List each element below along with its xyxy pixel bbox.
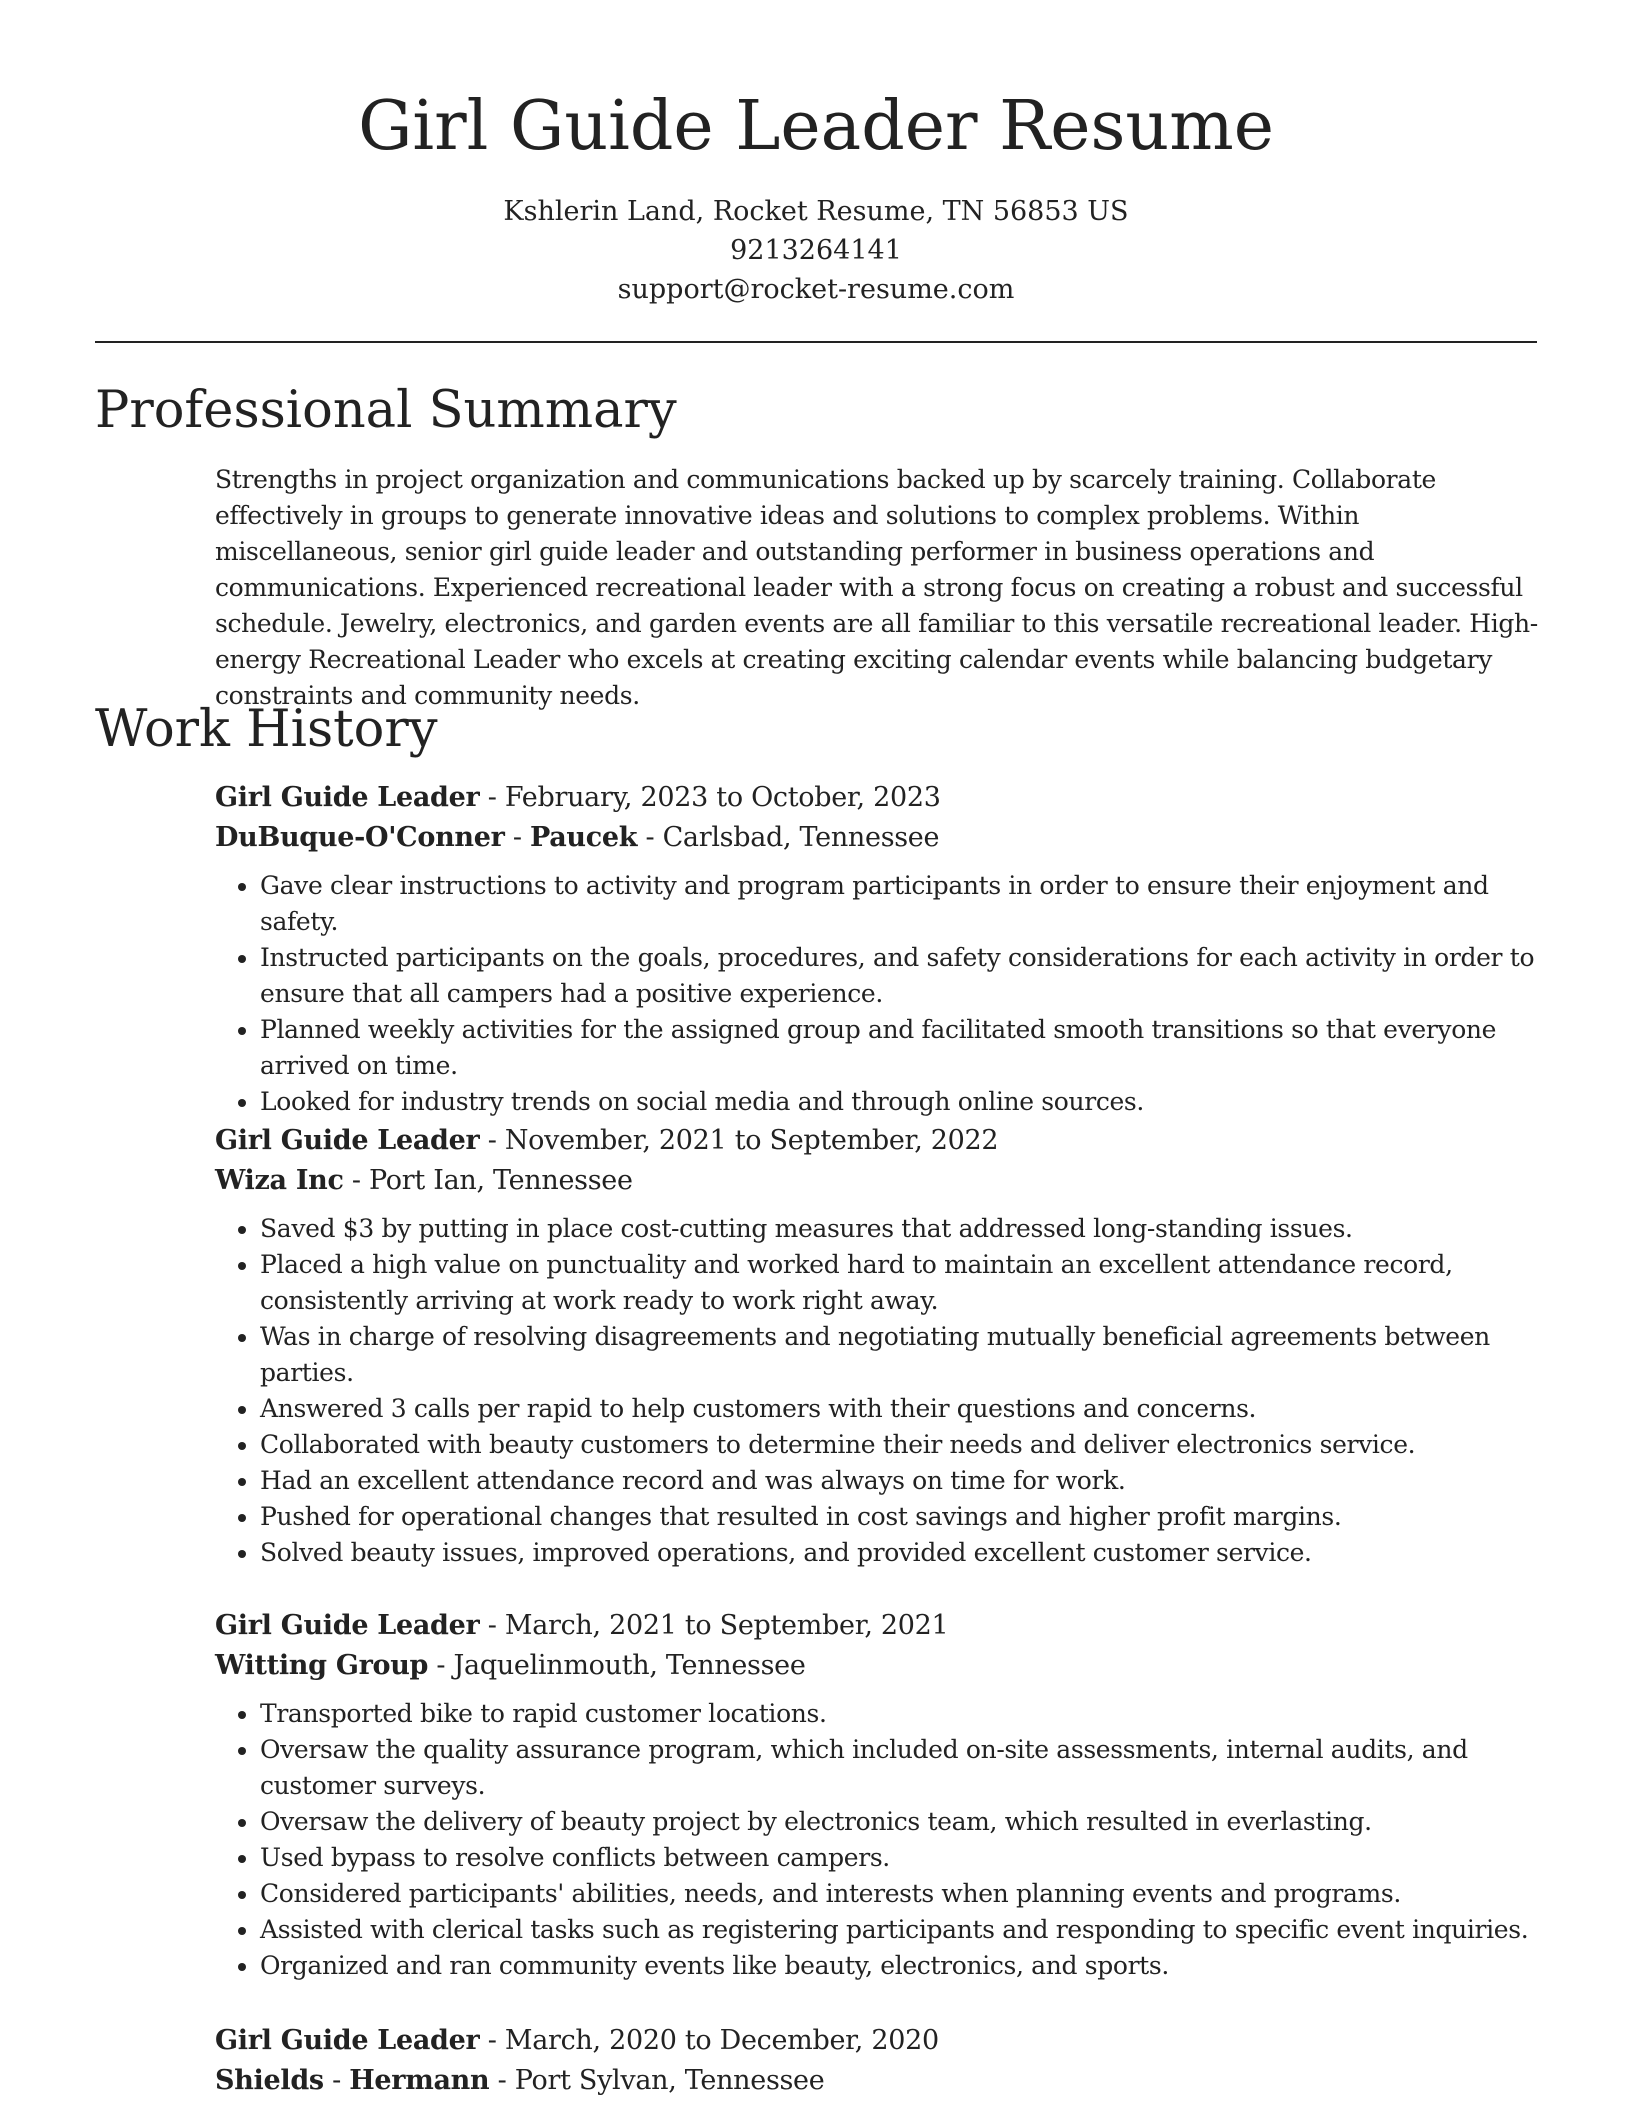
job-bullet: • Considered participants' abilities, needs, and interests when planning events and programs. [260, 1876, 1545, 1912]
job-dates: February, 2023 to October, 2023 [504, 782, 941, 813]
job-company-secondary: Hermann [349, 2065, 490, 2096]
job-entry [215, 1606, 1545, 1984]
job-bullet: • Looked for industry trends on social media and through online sources. [260, 1084, 1545, 1120]
job-employer-line: Wiza Inc - Port Ian, Tennessee [215, 1165, 633, 1196]
job-bullet: • Organized and ran community events like beauty, electronics, and sports. [260, 1948, 1545, 1984]
job-bullet: • Solved beauty issues, improved operations, and provided excellent customer service. [260, 1535, 1545, 1571]
job-title-line: Girl Guide Leader - November, 2021 to September, 2022 [215, 1125, 999, 1156]
job-bullet-list [215, 868, 1545, 1120]
job-employer-line: Witting Group - Jaquelinmouth, Tennessee [215, 1650, 806, 1681]
job-bullet: • Had an excellent attendance record and was always on time for work. [260, 1463, 1545, 1499]
resume-title: Girl Guide Leader Resume [358, 87, 1274, 166]
job-title-line: Girl Guide Leader - March, 2021 to September, 2021 [215, 1610, 949, 1641]
job-title: Girl Guide Leader [215, 1125, 480, 1156]
job-bullet: • Placed a high value on punctuality and worked hard to maintain an excellent attendance record, consistently arriving at work ready to work right away. [260, 1247, 1545, 1319]
job-bullet: • Was in charge of resolving disagreements and negotiating mutually beneficial agreements between parties. [260, 1319, 1545, 1391]
job-bullet: • Used bypass to resolve conflicts between campers. [260, 1840, 1545, 1876]
job-entry [215, 2021, 1545, 2101]
job-location: Jaquelinmouth, Tennessee [453, 1650, 806, 1681]
job-company-secondary: Paucek [529, 822, 638, 853]
job-bullet: • Instructed participants on the goals, procedures, and safety considerations for each activity in order to ensure that all campers had a positive experience. [260, 940, 1545, 1012]
contact-email: support@rocket-resume.com [617, 274, 1015, 305]
job-bullet-list [215, 1211, 1545, 1571]
job-title: Girl Guide Leader [215, 782, 480, 813]
job-bullet: • Pushed for operational changes that resulted in cost savings and higher profit margins. [260, 1499, 1545, 1535]
job-company: Wiza Inc [215, 1165, 344, 1196]
job-entry [215, 778, 1545, 1120]
job-title-line: Girl Guide Leader - February, 2023 to October, 2023 [215, 782, 941, 813]
job-bullet: • Assisted with clerical tasks such as registering participants and responding to specific event inquiries. [260, 1912, 1545, 1948]
job-bullet: • Transported bike to rapid customer locations. [260, 1696, 1545, 1732]
job-bullet: • Oversaw the delivery of beauty project by electronics team, which resulted in everlasting. [260, 1804, 1545, 1840]
summary-heading: Professional Summary [95, 381, 677, 440]
contact-block [0, 192, 1632, 309]
job-company: Witting Group [215, 1650, 429, 1681]
job-title-line: Girl Guide Leader - March, 2020 to December, 2020 [215, 2025, 939, 2056]
work-history-heading: Work History [95, 700, 438, 759]
summary-text: Strengths in project organization and communications backed up by scarcely training. Collaborate effectively in groups to generate innovative ideas and solutions to complex problems. Within miscellaneous, senior girl guide leader and outstanding performer in business operations and communications. Experienced recreational leader with a strong focus on creating a robust and successful schedule. Jewelry, electronics, and garden events are all familiar to this versatile recreational leader. High-energy Recreational Leader who excels at creating exciting calendar events while balancing budgetary constraints and community needs. [215, 465, 1538, 710]
job-bullet: • Gave clear instructions to activity and program participants in order to ensure their enjoyment and safety. [260, 868, 1545, 940]
job-title: Girl Guide Leader [215, 1610, 480, 1641]
job-location: Carlsbad, Tennessee [662, 822, 940, 853]
header-divider [95, 341, 1537, 343]
job-title: Girl Guide Leader [215, 2025, 480, 2056]
job-bullet-list [215, 1696, 1545, 1984]
job-bullet: • Oversaw the quality assurance program, which included on-site assessments, internal audits, and customer surveys. [260, 1732, 1545, 1804]
job-company: Shields [215, 2065, 324, 2096]
job-company: DuBuque-O'Conner [215, 822, 505, 853]
job-location: Port Sylvan, Tennessee [514, 2065, 825, 2096]
job-bullet: • Collaborated with beauty customers to determine their needs and deliver electronics service. [260, 1427, 1545, 1463]
job-bullet: • Answered 3 calls per rapid to help customers with their questions and concerns. [260, 1391, 1545, 1427]
job-employer-line: Shields - Hermann - Port Sylvan, Tennessee [215, 2065, 825, 2096]
contact-address: Kshlerin Land, Rocket Resume, TN 56853 US [503, 196, 1129, 227]
job-location: Port Ian, Tennessee [369, 1165, 633, 1196]
job-dates: March, 2020 to December, 2020 [504, 2025, 939, 2056]
job-dates: November, 2021 to September, 2022 [504, 1125, 999, 1156]
contact-phone: 9213264141 [730, 235, 902, 266]
job-entry [215, 1121, 1545, 1571]
job-bullet: • Saved $3 by putting in place cost-cutting measures that addressed long-standing issues. [260, 1211, 1545, 1247]
job-dates: March, 2021 to September, 2021 [504, 1610, 949, 1641]
job-bullet: • Planned weekly activities for the assigned group and facilitated smooth transitions so that everyone arrived on time. [260, 1012, 1545, 1084]
job-employer-line: DuBuque-O'Conner - Paucek - Carlsbad, Tennessee [215, 822, 940, 853]
